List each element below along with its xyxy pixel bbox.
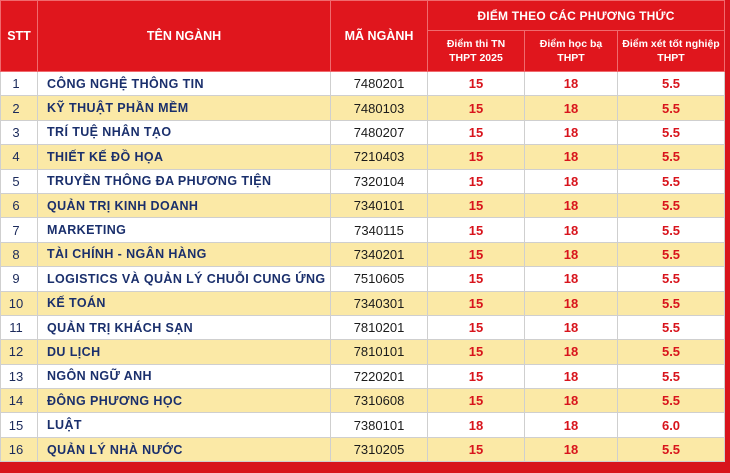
row-major-code: 7510605 [331, 267, 428, 291]
row-score-transcript: 18 [525, 218, 618, 242]
table-row [1, 96, 725, 120]
row-major-name: KẾ TOÁN [38, 291, 331, 315]
row-score-exam: 18 [428, 413, 525, 437]
row-major-name: NGÔN NGỮ ANH [38, 364, 331, 388]
row-score-exam: 15 [428, 291, 525, 315]
row-stt: 9 [1, 267, 38, 291]
row-score-graduation: 5.5 [618, 193, 725, 217]
row-score-exam: 15 [428, 120, 525, 144]
row-major-name: TRUYỀN THÔNG ĐA PHƯƠNG TIỆN [38, 169, 331, 193]
row-score-exam: 15 [428, 364, 525, 388]
header-stt: STT [1, 1, 38, 72]
row-score-exam: 15 [428, 267, 525, 291]
row-major-code: 7340115 [331, 218, 428, 242]
row-stt: 15 [1, 413, 38, 437]
table-row [1, 72, 725, 96]
row-score-transcript: 18 [525, 120, 618, 144]
header-method-graduation-line1: Điểm xét tốt nghiệp [622, 38, 720, 50]
row-major-code: 7310205 [331, 437, 428, 461]
row-stt: 1 [1, 72, 38, 96]
row-score-transcript: 18 [525, 291, 618, 315]
table-row [1, 364, 725, 388]
row-major-code: 7810201 [331, 315, 428, 339]
row-score-graduation: 5.5 [618, 145, 725, 169]
row-score-transcript: 18 [525, 267, 618, 291]
table-row [1, 242, 725, 266]
row-score-exam: 15 [428, 437, 525, 461]
row-major-name: TÀI CHÍNH - NGÂN HÀNG [38, 242, 331, 266]
row-score-exam: 15 [428, 96, 525, 120]
row-score-graduation: 6.0 [618, 413, 725, 437]
row-score-graduation: 5.5 [618, 437, 725, 461]
row-stt: 16 [1, 437, 38, 461]
row-major-code: 7220201 [331, 364, 428, 388]
row-score-exam: 15 [428, 315, 525, 339]
row-major-name: QUẢN TRỊ KHÁCH SẠN [38, 315, 331, 339]
table-row [1, 315, 725, 339]
table-row [1, 340, 725, 364]
row-major-code: 7480103 [331, 96, 428, 120]
header-score-methods: ĐIỂM THEO CÁC PHƯƠNG THỨC [428, 1, 725, 31]
row-score-transcript: 18 [525, 242, 618, 266]
row-stt: 11 [1, 315, 38, 339]
row-score-exam: 15 [428, 72, 525, 96]
row-score-transcript: 18 [525, 315, 618, 339]
row-score-exam: 15 [428, 193, 525, 217]
table-row [1, 145, 725, 169]
row-major-code: 7340201 [331, 242, 428, 266]
row-stt: 14 [1, 389, 38, 413]
row-stt: 3 [1, 120, 38, 144]
header-method-graduation-line2: THPT [657, 52, 685, 64]
row-score-graduation: 5.5 [618, 340, 725, 364]
row-major-name: ĐÔNG PHƯƠNG HỌC [38, 389, 331, 413]
row-major-code: 7320104 [331, 169, 428, 193]
table-row [1, 120, 725, 144]
header-method-transcript [525, 31, 618, 72]
row-score-graduation: 5.5 [618, 291, 725, 315]
header-major-code: MÃ NGÀNH [331, 1, 428, 72]
row-score-exam: 15 [428, 242, 525, 266]
row-major-name: THIẾT KẾ ĐỒ HỌA [38, 145, 331, 169]
row-score-exam: 15 [428, 389, 525, 413]
row-score-transcript: 18 [525, 193, 618, 217]
table-header [1, 1, 725, 72]
row-score-transcript: 18 [525, 96, 618, 120]
table-row [1, 413, 725, 437]
row-score-transcript: 18 [525, 389, 618, 413]
row-score-transcript: 18 [525, 364, 618, 388]
row-major-code: 7310608 [331, 389, 428, 413]
header-method-exam-line1: Điểm thi TN [446, 38, 506, 50]
row-major-code: 7810101 [331, 340, 428, 364]
header-method-exam [428, 31, 525, 72]
row-stt: 6 [1, 193, 38, 217]
header-method-transcript-line1: Điểm học bạ [539, 38, 603, 50]
table-row [1, 291, 725, 315]
row-score-graduation: 5.5 [618, 72, 725, 96]
row-stt: 4 [1, 145, 38, 169]
row-major-name: LUẬT [38, 413, 331, 437]
row-major-name: DU LỊCH [38, 340, 331, 364]
row-score-transcript: 18 [525, 413, 618, 437]
row-score-exam: 15 [428, 218, 525, 242]
row-score-exam: 15 [428, 145, 525, 169]
header-method-transcript-line2: THPT [557, 52, 585, 64]
row-stt: 8 [1, 242, 38, 266]
row-stt: 2 [1, 96, 38, 120]
row-major-name: MARKETING [38, 218, 331, 242]
table-row [1, 218, 725, 242]
row-stt: 5 [1, 169, 38, 193]
header-major-name: TÊN NGÀNH [38, 1, 331, 72]
table-body [1, 72, 725, 462]
row-score-graduation: 5.5 [618, 96, 725, 120]
row-major-name: CÔNG NGHỆ THÔNG TIN [38, 72, 331, 96]
row-score-exam: 15 [428, 340, 525, 364]
row-major-code: 7480201 [331, 72, 428, 96]
row-stt: 7 [1, 218, 38, 242]
row-score-transcript: 18 [525, 340, 618, 364]
row-major-code: 7480207 [331, 120, 428, 144]
table-row [1, 267, 725, 291]
row-major-code: 7210403 [331, 145, 428, 169]
row-score-graduation: 5.5 [618, 315, 725, 339]
row-score-transcript: 18 [525, 169, 618, 193]
row-major-name: QUẢN LÝ NHÀ NƯỚC [38, 437, 331, 461]
row-major-name: TRÍ TUỆ NHÂN TẠO [38, 120, 331, 144]
row-stt: 13 [1, 364, 38, 388]
row-score-graduation: 5.5 [618, 120, 725, 144]
row-major-name: QUẢN TRỊ KINH DOANH [38, 193, 331, 217]
table-row [1, 437, 725, 461]
row-score-exam: 15 [428, 169, 525, 193]
row-score-transcript: 18 [525, 72, 618, 96]
row-score-graduation: 5.5 [618, 267, 725, 291]
row-stt: 10 [1, 291, 38, 315]
row-stt: 12 [1, 340, 38, 364]
row-score-graduation: 5.5 [618, 218, 725, 242]
row-score-graduation: 5.5 [618, 169, 725, 193]
header-method-exam-line2: THPT 2025 [449, 52, 503, 64]
row-score-graduation: 5.5 [618, 389, 725, 413]
row-major-code: 7340101 [331, 193, 428, 217]
row-major-code: 7380101 [331, 413, 428, 437]
row-major-name: KỸ THUẬT PHẦN MỀM [38, 96, 331, 120]
table-row [1, 169, 725, 193]
row-score-graduation: 5.5 [618, 242, 725, 266]
row-score-transcript: 18 [525, 145, 618, 169]
row-major-name: LOGISTICS VÀ QUẢN LÝ CHUỖI CUNG ỨNG [38, 267, 331, 291]
table-row [1, 193, 725, 217]
row-score-transcript: 18 [525, 437, 618, 461]
row-major-code: 7340301 [331, 291, 428, 315]
header-method-graduation [618, 31, 725, 72]
table-row [1, 389, 725, 413]
row-score-graduation: 5.5 [618, 364, 725, 388]
